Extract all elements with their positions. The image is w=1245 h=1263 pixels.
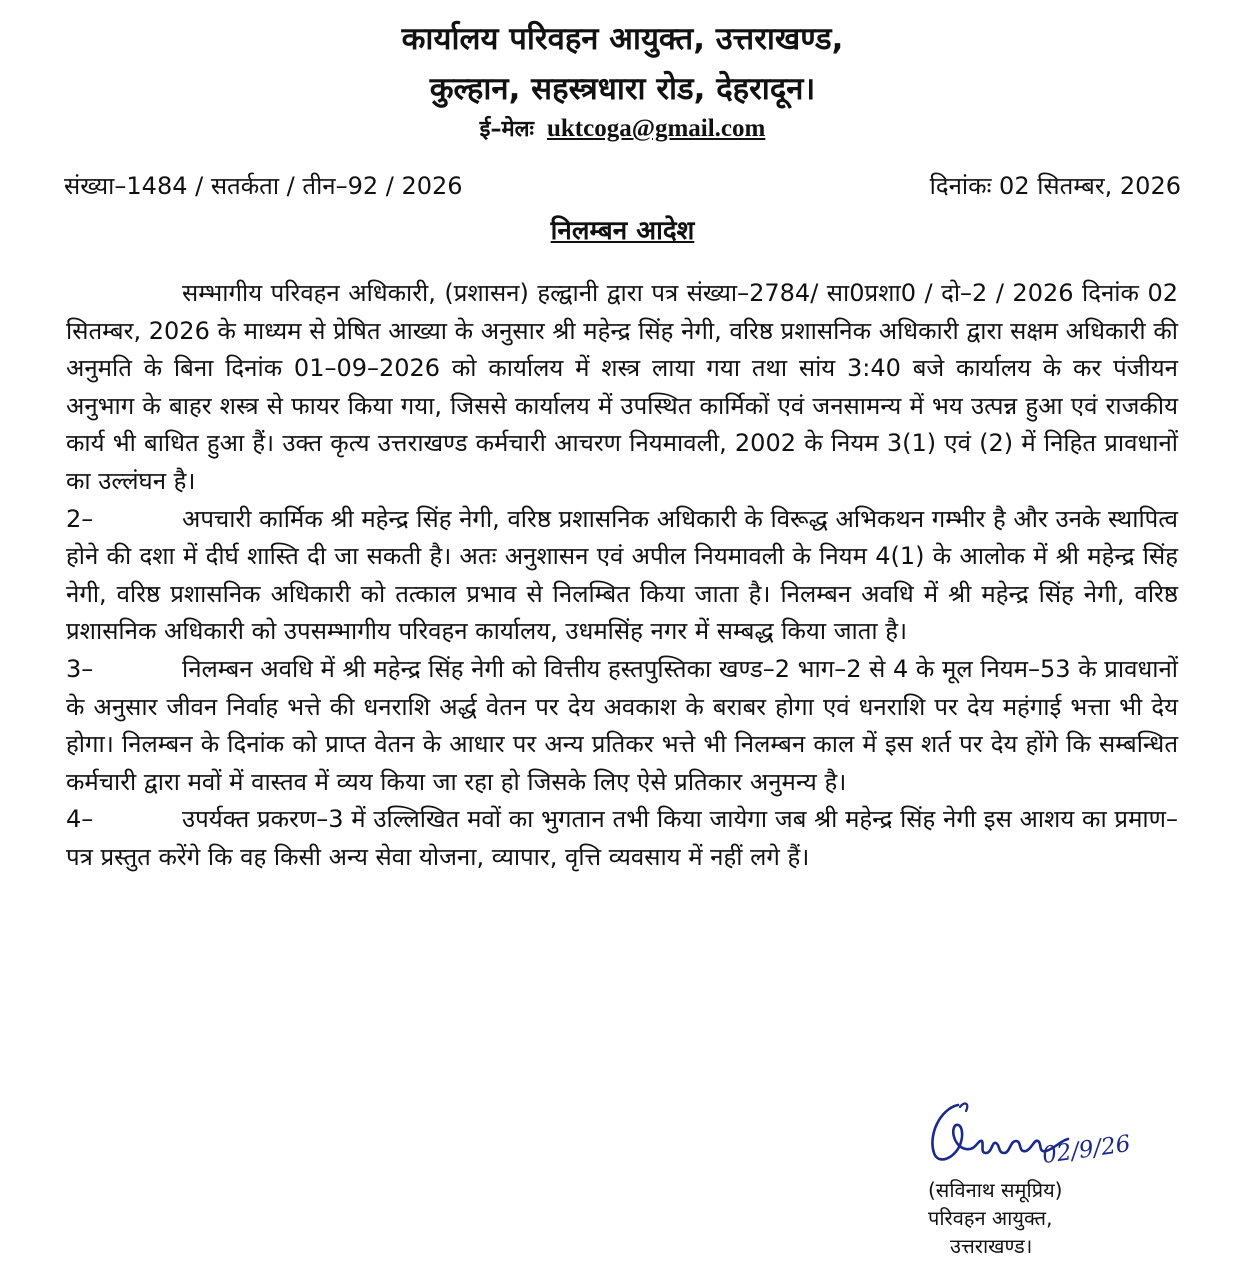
order-title bbox=[0, 214, 1245, 248]
paragraph-4 bbox=[66, 801, 1178, 876]
paragraph-4-number: 4– bbox=[66, 805, 94, 834]
paragraph-4-text: उपर्यक्त प्रकरण–3 में उल्लिखित मवों का भुगतान तभी किया जायेगा जब श्री महेन्द्र सिंह नेगी इस आशय का प्रमाण–पत्र प्रस्तुत करेंगे कि वह किसी अन्य सेवा योजना, व्यापार, वृत्ति व्यवसाय में नहीं लगे हैं। bbox=[66, 805, 1178, 871]
paragraph-3-text: निलम्बन अवधि में श्री महेन्द्र सिंह नेगी को वित्तीय हस्तपुस्तिका खण्ड–2 भाग–2 से 4 के मूल नियम–53 के प्रावधानों के अनुसार जीवन निर्वाह भत्ते की धनराशि अर्द्ध वेतन पर देय अवकाश के बराबर होगा एवं धनराशि पर देय महंगाई भत्ता भी देय होगा। निलम्बन के दिनांक को प्राप्त वेतन के आधार पर अन्य प्रतिकर भत्ते भी निलम्बन काल में इस शर्त पर देय होंगे कि सम्बन्धित कर्मचारी द्वारा मवों में वास्तव में व्यय किया जा रहा हो जिसके लिए ऐसे प्रतिकार अनुमन्य है। bbox=[66, 654, 1178, 796]
office-name: कार्यालय परिवहन आयुक्त, उत्तराखण्ड, bbox=[401, 21, 844, 57]
signatory-name: (सविनाथ समूप्रिय) bbox=[928, 1178, 1063, 1202]
paragraph-2-number: 2– bbox=[66, 504, 94, 533]
handwritten-signature bbox=[920, 1095, 1160, 1175]
email-address: uktcoga@gmail.com bbox=[546, 115, 766, 142]
paragraph-1-text: सम्भागीय परिवहन अधिकारी, (प्रशासन) हल्द्वानी द्वारा पत्र संख्या–2784/ सा0प्रशा0 / दो–2 / 2026 दिनांक 02 सितम्बर, 2026 के माध्यम से प्रेषित आख्या के अनुसार श्री महेन्द्र सिंह नेगी, वरिष्ठ प्रशासनिक अधिकारी द्वारा सक्षम अधिकारी की अनुमति के बिना दिनांक 01–09–2026 को कार्यालय में शस्त्र लाया गया तथा सांय 3:40 बजे कार्यालय के कर पंजीयन अनुभाग के बाहर शस्त्र से फायर किया गया, जिससे कार्यालय में उपस्थित कार्मिकों एवं जनसामन्य में भय उत्पन्न हुआ एवं राजकीय कार्य भी बाधित हुआ हैं। उक्त कृत्य उत्तराखण्ड कर्मचारी आचरण नियमावली, 2002 के नियम 3(1) एवं (2) में निहित प्रावधानों का उल्लंघन है। bbox=[66, 279, 1178, 495]
office-address: कुल्हान, सहस्त्रधारा रोड, देहरादून। bbox=[429, 71, 816, 107]
paragraph-3 bbox=[66, 651, 1178, 801]
paragraph-2 bbox=[66, 501, 1178, 651]
paragraph-1 bbox=[66, 275, 1178, 501]
order-body bbox=[66, 275, 1178, 877]
paragraph-3-number: 3– bbox=[66, 654, 94, 683]
signatory-place: उत्तराखण्ड। bbox=[950, 1234, 1033, 1258]
order-title-text: निलम्बन आदेश bbox=[550, 216, 695, 246]
signature-date: 02/9/26 bbox=[1040, 1130, 1133, 1170]
signatory-designation: परिवहन आयुक्त, bbox=[928, 1206, 1053, 1230]
reference-number: संख्या–1484 / सतर्कता / तीन–92 / 2026 bbox=[64, 172, 463, 200]
paragraph-2-text: अपचारी कार्मिक श्री महेन्द्र सिंह नेगी, वरिष्ठ प्रशासनिक अधिकारी के विरूद्ध अभिकथन गम्भीर है और उनके स्थापित्व होने की दशा में दीर्घ शास्ति दी जा सकती है। अतः अनुशासन एवं अपील नियमावली के नियम 4(1) के आलोक में श्री महेन्द्र सिंह नेगी, वरिष्ठ प्रशासनिक अधिकारी को तत्काल प्रभाव से निलम्बित किया जाता है। निलम्बन अवधि में श्री महेन्द्र सिंह नेगी, वरिष्ठ प्रशासनिक अधिकारी को उपसम्भागीय परिवहन कार्यालय, उधमसिंह नगर में सम्बद्ध किया जाता है। bbox=[66, 504, 1178, 646]
order-date: दिनांकः 02 सितम्बर, 2026 bbox=[929, 172, 1181, 200]
email-line bbox=[0, 114, 1245, 145]
email-label: ई–मेलः bbox=[479, 117, 534, 142]
